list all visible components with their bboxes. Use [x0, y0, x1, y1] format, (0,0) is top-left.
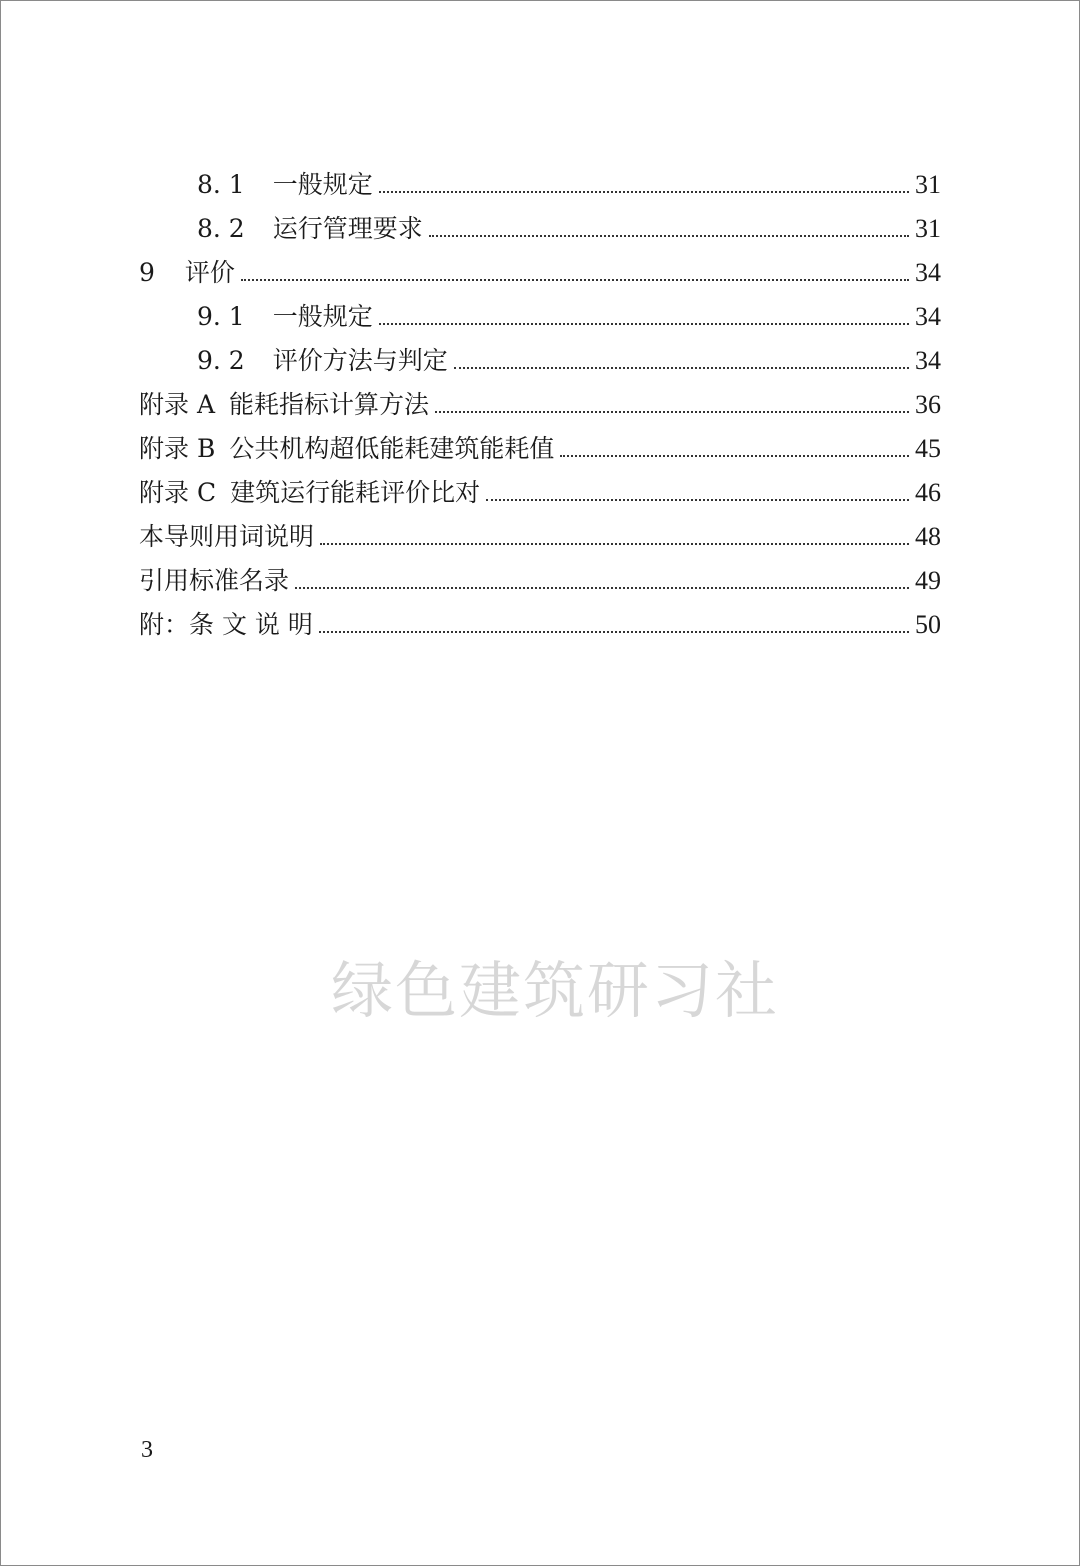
toc-entry-title: 能耗指标计算方法: [229, 390, 430, 419]
toc-entry-page: 45: [915, 434, 941, 463]
toc-leader: [319, 631, 909, 633]
toc-entry-title: 一般规定: [272, 302, 373, 331]
toc-entry: [139, 513, 941, 553]
page-number: 3: [141, 1437, 153, 1463]
toc-leader: [560, 455, 909, 457]
toc-entry-number: 9. 1: [197, 302, 245, 331]
toc-entry-page: 49: [915, 566, 941, 595]
toc-entry-title: 本导则用词说明: [139, 522, 315, 551]
toc-entry-page: 34: [915, 302, 941, 331]
toc-entry-number: 8. 1: [197, 170, 245, 199]
toc-leader: [379, 191, 909, 193]
toc-leader: [454, 367, 909, 369]
toc-entry-title: 评价: [184, 258, 235, 287]
toc-entry-page: 31: [915, 214, 941, 243]
toc-leader: [435, 411, 909, 413]
toc-entry-page: 46: [915, 478, 941, 507]
toc-entry-title: 条 文 说 明: [189, 610, 313, 639]
toc-leader: [429, 235, 909, 237]
toc-entry-title: 一般规定: [272, 170, 373, 199]
toc-entry-title: 运行管理要求: [272, 214, 423, 243]
toc-entry: [139, 425, 941, 465]
toc-entry-number: 附录 A: [139, 390, 216, 419]
toc-entry-number: 附录 B: [139, 434, 216, 463]
toc-entry-page: 48: [915, 522, 941, 551]
toc-leader: [241, 279, 909, 281]
toc-entry-title: 建筑运行能耗评价比对: [230, 478, 481, 507]
toc-leader: [379, 323, 909, 325]
toc-entry: [139, 381, 941, 421]
toc-entry: [197, 337, 941, 377]
watermark: 绿色建筑研习社: [331, 954, 780, 1027]
toc-leader: [320, 543, 909, 545]
toc-entry-page: 34: [915, 346, 941, 375]
toc-entry: [197, 205, 941, 245]
toc-entry-number: 附录 C: [139, 478, 217, 507]
toc-leader: [295, 587, 909, 589]
toc-entry-page: 31: [915, 170, 941, 199]
toc-entry: [139, 249, 941, 289]
toc-entry-page: 34: [915, 258, 941, 287]
toc-entry: [197, 293, 941, 333]
toc-leader: [486, 499, 909, 501]
toc-entry-title: 引用标准名录: [139, 566, 290, 595]
toc-entry: [197, 161, 941, 201]
toc-entry: [139, 469, 941, 509]
toc-entry: [139, 601, 941, 641]
toc-entry: [139, 557, 941, 597]
toc-entry-page: 50: [915, 610, 941, 639]
toc-entry-number: 9: [139, 258, 155, 287]
toc-entry-page: 36: [915, 390, 941, 419]
toc-entry-title: 公共机构超低能耗建筑能耗值: [229, 434, 555, 463]
toc-entry-title: 评价方法与判定: [272, 346, 448, 375]
toc-entry-number: 附：: [139, 610, 190, 639]
toc-entry-number: 9. 2: [197, 346, 245, 375]
toc-entry-number: 8. 2: [197, 214, 245, 243]
